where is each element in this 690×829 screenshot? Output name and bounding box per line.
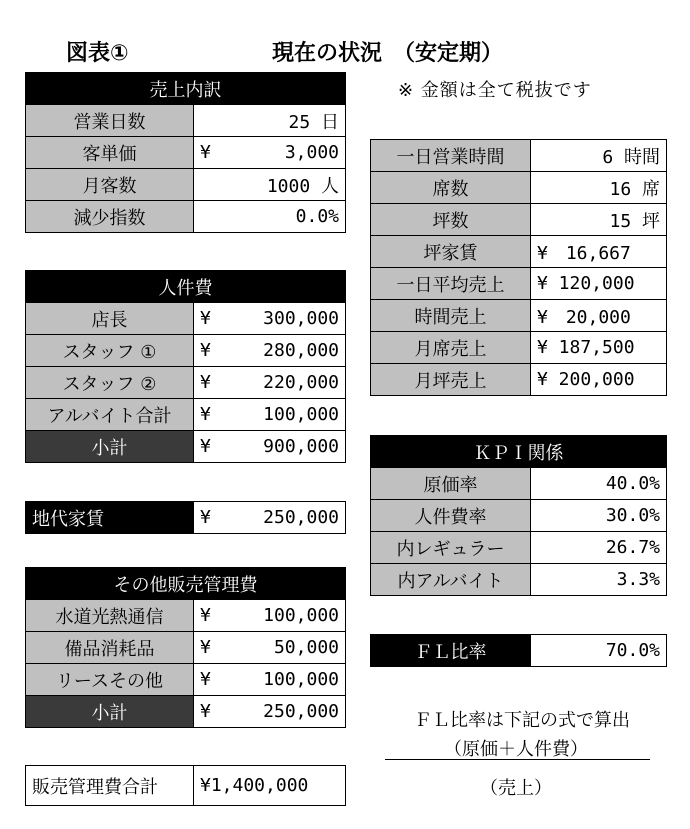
fl-ratio-table	[370, 634, 667, 667]
figure-label: 図表①	[66, 41, 129, 66]
row-label: リースその他	[26, 664, 194, 696]
rent-value: 250,000	[263, 507, 339, 528]
row-value: ¥ 200,000	[531, 364, 667, 396]
row-value: 300,000	[263, 308, 339, 329]
yen-sign: ¥	[200, 142, 211, 163]
row-label: 一日平均売上	[371, 268, 531, 300]
table-row	[371, 500, 667, 532]
row-value: ¥ 187,500	[531, 332, 667, 364]
labor-cost-table	[25, 270, 346, 463]
row-label: 席数	[371, 172, 531, 204]
store-metrics-table	[370, 139, 667, 396]
row-value: ¥ 16,667	[531, 236, 667, 268]
row-label: 客単価	[26, 137, 194, 169]
row-value: 0.0%	[194, 201, 346, 233]
row-value: ¥ 120,000	[531, 268, 667, 300]
row-label: 営業日数	[26, 105, 194, 137]
fraction-bar	[385, 759, 650, 760]
row-value: 100,000	[263, 669, 339, 690]
table-row	[371, 172, 667, 204]
formula-numerator: （原価＋人件費）	[444, 739, 588, 760]
table-row	[371, 300, 667, 332]
row-label: 坪家賃	[371, 236, 531, 268]
yen-sign: ¥	[200, 436, 211, 457]
table-row	[26, 137, 346, 169]
row-label: 備品消耗品	[26, 632, 194, 664]
row-value: 100,000	[263, 605, 339, 626]
table-row	[371, 236, 667, 268]
row-label: 内アルバイト	[371, 564, 531, 596]
page-title: 現在の状況 （安定期）	[272, 41, 504, 66]
fl-ratio-value: 70.0%	[531, 635, 667, 667]
table-row	[371, 468, 667, 500]
kpi-table	[370, 435, 667, 596]
row-label: 店長	[26, 303, 194, 335]
subtotal-row	[26, 696, 346, 728]
row-value: 26.7%	[531, 532, 667, 564]
table-row	[371, 635, 667, 667]
rent-table	[25, 501, 346, 534]
row-value: ¥ 20,000	[531, 300, 667, 332]
other-sga-heading: その他販売管理費	[26, 568, 346, 600]
table-row	[371, 268, 667, 300]
row-label: 原価率	[371, 468, 531, 500]
row-value: 6 時間	[531, 140, 667, 172]
row-value: 3,000	[284, 142, 339, 163]
table-row	[26, 600, 346, 632]
yen-sign: ¥	[200, 308, 211, 329]
table-row	[26, 367, 346, 399]
yen-sign: ¥	[200, 372, 211, 393]
labor-heading: 人件費	[26, 271, 346, 303]
yen-sign: ¥	[200, 404, 211, 425]
yen-sign: ¥	[200, 701, 211, 722]
table-row	[371, 332, 667, 364]
sales-breakdown-table	[25, 72, 346, 233]
row-label: 時間売上	[371, 300, 531, 332]
row-label: 人件費率	[371, 500, 531, 532]
row-label: スタッフ ②	[26, 367, 194, 399]
table-row	[26, 169, 346, 201]
table-row	[26, 335, 346, 367]
sga-total-value: ¥1,400,000	[194, 766, 346, 806]
sga-total-table	[25, 765, 346, 806]
row-value: 280,000	[263, 340, 339, 361]
table-row	[26, 303, 346, 335]
yen-sign: ¥	[200, 507, 211, 528]
subtotal-label: 小計	[26, 431, 194, 463]
row-label: 内レギュラー	[371, 532, 531, 564]
row-value: 1000 人	[194, 169, 346, 201]
row-value: 30.0%	[531, 500, 667, 532]
row-value: 220,000	[263, 372, 339, 393]
subtotal-value: 250,000	[263, 701, 339, 722]
row-value: 15 坪	[531, 204, 667, 236]
row-label: 月客数	[26, 169, 194, 201]
kpi-heading: ＫＰＩ関係	[371, 436, 667, 468]
subtotal-row	[26, 431, 346, 463]
table-row	[371, 564, 667, 596]
table-row	[26, 502, 346, 534]
table-row	[26, 766, 346, 806]
other-sga-table	[25, 567, 346, 728]
tax-note: ※ 金額は全て税抜です	[398, 80, 592, 101]
row-value: 3.3%	[531, 564, 667, 596]
row-label: 水道光熱通信	[26, 600, 194, 632]
table-row	[26, 632, 346, 664]
row-label: スタッフ ①	[26, 335, 194, 367]
row-value: 40.0%	[531, 468, 667, 500]
yen-sign: ¥	[200, 637, 211, 658]
row-value: 50,000	[273, 637, 339, 658]
table-row	[26, 105, 346, 137]
table-row	[371, 532, 667, 564]
subtotal-value: 900,000	[263, 436, 339, 457]
yen-sign: ¥	[200, 340, 211, 361]
sga-total-label: 販売管理費合計	[26, 766, 194, 806]
subtotal-label: 小計	[26, 696, 194, 728]
row-value: 16 席	[531, 172, 667, 204]
fl-ratio-label: ＦＬ比率	[371, 635, 531, 667]
table-row	[26, 664, 346, 696]
row-label: 月坪売上	[371, 364, 531, 396]
formula-denominator: （売上）	[480, 778, 552, 799]
row-label: 月席売上	[371, 332, 531, 364]
row-label: 一日営業時間	[371, 140, 531, 172]
row-value: 25 日	[194, 105, 346, 137]
row-label: アルバイト合計	[26, 399, 194, 431]
yen-sign: ¥	[200, 669, 211, 690]
table-row	[26, 201, 346, 233]
row-label: 坪数	[371, 204, 531, 236]
table-row	[371, 364, 667, 396]
sales-heading: 売上内訳	[26, 73, 346, 105]
table-row	[371, 140, 667, 172]
row-label: 減少指数	[26, 201, 194, 233]
yen-sign: ¥	[200, 605, 211, 626]
rent-label: 地代家賃	[26, 502, 194, 534]
table-row	[371, 204, 667, 236]
table-row	[26, 399, 346, 431]
row-value: 100,000	[263, 404, 339, 425]
formula-description: ＦＬ比率は下記の式で算出	[414, 710, 630, 731]
